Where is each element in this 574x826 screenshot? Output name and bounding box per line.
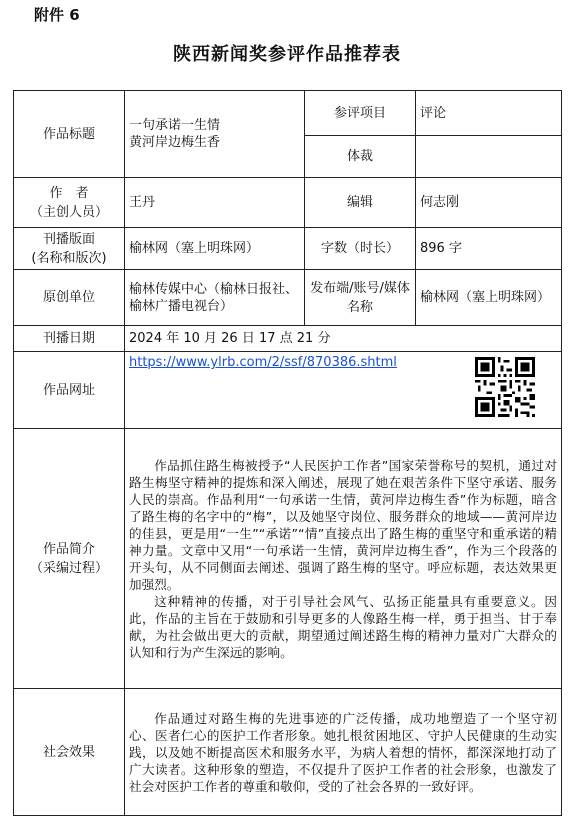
publisher-value: 榆林网（塞上明珠网） (420, 290, 551, 305)
wordcount-value-cell (416, 228, 562, 270)
work-url-link[interactable]: https://www.ylrb.com/2/ssf/870386.shtml (129, 355, 397, 370)
summary-label-line-2: （采编过程） (29, 560, 108, 576)
attachment-label: 附件 6 (34, 6, 80, 24)
recommendation-form-table (13, 90, 562, 816)
unit-value: 榆林传媒中心（榆林日报社、榆林广播电视台） (129, 281, 299, 314)
category-value-cell (416, 91, 562, 136)
work-title-label: 作品标题 (42, 126, 95, 142)
editor-label-cell (305, 178, 416, 228)
editor-value-cell (416, 178, 562, 228)
summary-label-cell (14, 429, 125, 689)
layout-label-line-1: 刊播版面 (42, 231, 95, 247)
summary-value-cell (125, 429, 562, 689)
genre-value-cell (416, 136, 562, 178)
work-title-value-cell (125, 91, 305, 178)
genre-label-cell (305, 136, 416, 178)
date-label: 刊播日期 (42, 331, 95, 346)
effect-label: 社会效果 (42, 744, 95, 760)
effect-value-cell (125, 689, 562, 816)
qr-code-icon (475, 357, 535, 417)
editor-label: 编辑 (346, 195, 373, 210)
author-value: 王丹 (129, 195, 156, 210)
layout-value-cell (125, 228, 305, 270)
layout-label-cell (14, 228, 125, 270)
effect-paragraph-1: 作品通过对路生梅的先进事迹的广泛传播，成功地塑造了一个坚守初心、医者仁心的医护工作者形象。她扎根贫困地区、守护人民健康的生动实践，以及她不断提高医术和服务水平，为病人着想的情怀，都深深地打动了广大读者。这种形象的塑造，不仅提升了医护工作者的社会形象，也激发了社会对医护工作者的尊重和敬仰，受的了社会各界的一致好评。 (129, 710, 557, 794)
date-value-cell (125, 326, 562, 352)
author-label-line-2: （主创人员） (29, 204, 108, 220)
work-title-line-2: 黄河岸边梅生香 (129, 135, 221, 150)
category-value: 评论 (420, 105, 447, 121)
layout-value: 榆林网（塞上明珠网） (129, 241, 260, 256)
url-label: 作品网址 (42, 382, 95, 398)
wordcount-label-cell (305, 228, 416, 270)
effect-label-cell (14, 689, 125, 816)
category-label: 参评项目 (333, 105, 386, 121)
genre-label: 体裁 (346, 149, 373, 164)
author-label-line-1: 作 者 (49, 185, 89, 201)
page-title: 陕西新闻奖参评作品推荐表 (173, 44, 401, 65)
wordcount-value: 896 字 (420, 241, 462, 256)
date-value: 2024 年 10 月 26 日 17 点 21 分 (129, 331, 331, 346)
layout-label-line-2: (名称和版次) (31, 250, 107, 266)
date-label-cell (14, 326, 125, 352)
work-title-label-cell (14, 91, 125, 178)
unit-label-cell (14, 270, 125, 326)
wordcount-label: 字数（时长） (320, 241, 399, 256)
summary-paragraph-2: 这种精神的传播，对于引导社会风气、弘扬正能量具有重要意义。因此，作品的主旨在于鼓励和引导更多的人像路生梅一样，勇于担当、甘于奉献，为社会做出更大的贡献，期望通过阐述路生梅的精神力量对广大群众的认知和行为产生深远的影响。 (129, 593, 557, 660)
editor-value: 何志刚 (420, 195, 460, 210)
summary-paragraph-1: 作品抓住路生梅被授予“人民医护工作者”国家荣誉称号的契机，通过对路生梅坚守精神的提炼和深入阐述，展现了她在艰苦条件下坚守承诺、服务人民的崇高。作品利用“一句承诺一生情，黄河岸边梅生香”作为标题，暗含了路生梅的名字中的“梅”，以及她坚守岗位、服务群众的地域——黄河岸边的佳县，更是用“一生”“承诺”“情”直接点出了路生梅的重坚守和重承诺的精神力量。文章中又用“一句承诺一生情，黄河岸边梅生香”，作为三个段落的开头句，从不同侧面去阐述、强调了路生梅的坚守。呼应标题，表达效果更加强烈。 (129, 457, 557, 592)
summary-label-line-1: 作品简介 (42, 541, 95, 557)
url-label-cell (14, 352, 125, 429)
category-label-cell (305, 91, 416, 136)
unit-label: 原创单位 (42, 290, 95, 305)
author-label-cell (14, 178, 125, 228)
work-title-line-1: 一句承诺一生情 (129, 118, 221, 133)
publisher-value-cell (416, 270, 562, 326)
url-value-cell (125, 352, 562, 429)
publisher-label-cell (305, 270, 416, 326)
publisher-label: 发布端/账号/媒体名称 (310, 280, 410, 315)
unit-value-cell (125, 270, 305, 326)
author-value-cell (125, 178, 305, 228)
